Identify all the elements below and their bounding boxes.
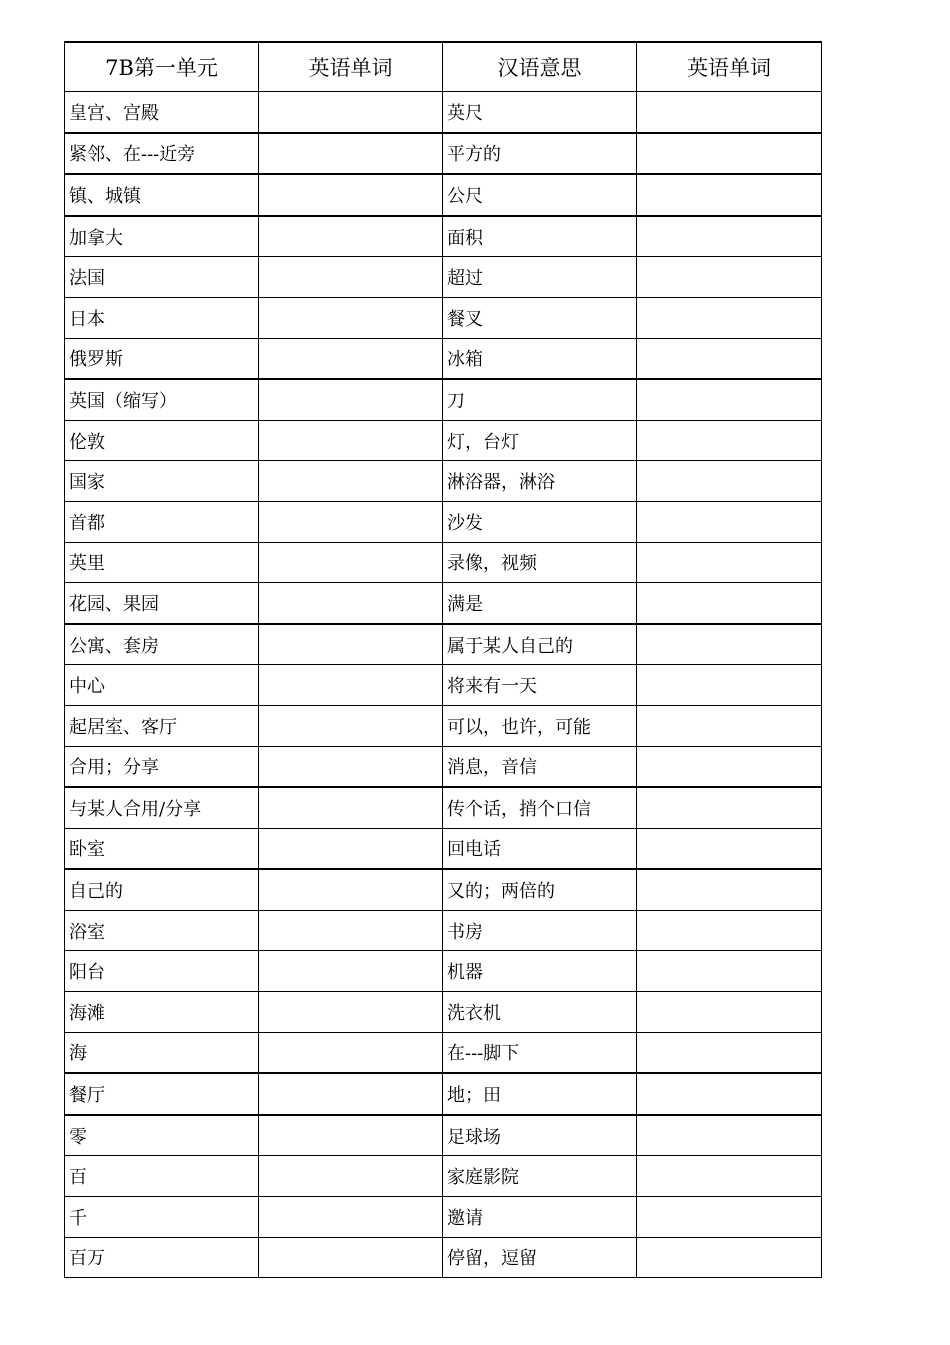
chinese-term-cell: 起居室、客厅 [65, 705, 259, 746]
english-answer-cell[interactable] [259, 828, 443, 869]
english-answer-cell[interactable] [637, 705, 822, 746]
english-answer-cell[interactable] [259, 501, 443, 542]
chinese-term-cell: 英里 [65, 542, 259, 583]
english-answer-cell[interactable] [637, 216, 822, 257]
header-english-word-1: 英语单词 [259, 42, 443, 92]
english-answer-cell[interactable] [637, 1237, 822, 1278]
chinese-term-cell: 消息，音信 [443, 746, 637, 787]
english-answer-cell[interactable] [637, 910, 822, 951]
english-answer-cell[interactable] [259, 910, 443, 951]
table-row [65, 92, 822, 133]
chinese-term-cell: 中心 [65, 665, 259, 706]
chinese-term-cell: 百 [65, 1156, 259, 1197]
table-row [65, 501, 822, 542]
chinese-term-cell: 阳台 [65, 951, 259, 992]
table-row [65, 297, 822, 338]
chinese-term-cell: 超过 [443, 257, 637, 298]
chinese-term-cell: 花园、果园 [65, 583, 259, 624]
english-answer-cell[interactable] [637, 420, 822, 461]
english-answer-cell[interactable] [259, 746, 443, 787]
chinese-term-cell: 录像，视频 [443, 542, 637, 583]
english-answer-cell[interactable] [637, 92, 822, 133]
english-answer-cell[interactable] [259, 379, 443, 420]
chinese-term-cell: 合用；分享 [65, 746, 259, 787]
english-answer-cell[interactable] [637, 379, 822, 420]
english-answer-cell[interactable] [259, 297, 443, 338]
chinese-term-cell: 在---脚下 [443, 1032, 637, 1073]
chinese-term-cell: 足球场 [443, 1115, 637, 1156]
english-answer-cell[interactable] [637, 133, 822, 175]
chinese-term-cell: 与某人合用/分享 [65, 787, 259, 828]
english-answer-cell[interactable] [259, 624, 443, 665]
table-row [65, 951, 822, 992]
table-row [65, 992, 822, 1033]
chinese-term-cell: 浴室 [65, 910, 259, 951]
chinese-term-cell: 公尺 [443, 174, 637, 216]
english-answer-cell[interactable] [637, 542, 822, 583]
chinese-term-cell: 加拿大 [65, 216, 259, 257]
english-answer-cell[interactable] [259, 92, 443, 133]
english-answer-cell[interactable] [637, 297, 822, 338]
table-body [65, 92, 822, 1278]
chinese-term-cell: 首都 [65, 501, 259, 542]
chinese-term-cell: 海滩 [65, 992, 259, 1033]
table-row [65, 828, 822, 869]
english-answer-cell[interactable] [259, 583, 443, 624]
chinese-term-cell: 地；田 [443, 1073, 637, 1115]
chinese-term-cell: 面积 [443, 216, 637, 257]
table-row [65, 1156, 822, 1197]
english-answer-cell[interactable] [259, 1073, 443, 1115]
english-answer-cell[interactable] [637, 1197, 822, 1238]
english-answer-cell[interactable] [259, 420, 443, 461]
table-row [65, 420, 822, 461]
table-row [65, 174, 822, 216]
english-answer-cell[interactable] [637, 665, 822, 706]
english-answer-cell[interactable] [259, 257, 443, 298]
chinese-term-cell: 皇宫、宫殿 [65, 92, 259, 133]
chinese-term-cell: 属于某人自己的 [443, 624, 637, 665]
english-answer-cell[interactable] [637, 624, 822, 665]
english-answer-cell[interactable] [259, 174, 443, 216]
english-answer-cell[interactable] [259, 705, 443, 746]
english-answer-cell[interactable] [259, 1156, 443, 1197]
english-answer-cell[interactable] [637, 1073, 822, 1115]
english-answer-cell[interactable] [637, 174, 822, 216]
header-unit: 7B第一单元 [65, 42, 259, 92]
english-answer-cell[interactable] [637, 828, 822, 869]
english-answer-cell[interactable] [259, 665, 443, 706]
chinese-term-cell: 国家 [65, 461, 259, 502]
table-row [65, 461, 822, 502]
table-row [65, 216, 822, 257]
chinese-term-cell: 公寓、套房 [65, 624, 259, 665]
chinese-term-cell: 紧邻、在---近旁 [65, 133, 259, 175]
table-row [65, 542, 822, 583]
chinese-term-cell: 又的；两倍的 [443, 869, 637, 910]
chinese-term-cell: 可以，也许，可能 [443, 705, 637, 746]
chinese-term-cell: 刀 [443, 379, 637, 420]
english-answer-cell[interactable] [637, 583, 822, 624]
english-answer-cell[interactable] [259, 1237, 443, 1278]
table-row [65, 257, 822, 298]
chinese-term-cell: 百万 [65, 1237, 259, 1278]
chinese-term-cell: 日本 [65, 297, 259, 338]
header-chinese-meaning: 汉语意思 [443, 42, 637, 92]
table-row [65, 133, 822, 175]
vocabulary-table [64, 41, 822, 1278]
english-answer-cell[interactable] [637, 992, 822, 1033]
chinese-term-cell: 灯，台灯 [443, 420, 637, 461]
english-answer-cell[interactable] [637, 787, 822, 828]
english-answer-cell[interactable] [259, 1032, 443, 1073]
chinese-term-cell: 千 [65, 1197, 259, 1238]
chinese-term-cell: 伦敦 [65, 420, 259, 461]
english-answer-cell[interactable] [259, 951, 443, 992]
table-row [65, 379, 822, 420]
chinese-term-cell: 餐厅 [65, 1073, 259, 1115]
table-row [65, 1197, 822, 1238]
header-row [65, 42, 822, 92]
chinese-term-cell: 镇、城镇 [65, 174, 259, 216]
chinese-term-cell: 机器 [443, 951, 637, 992]
english-answer-cell[interactable] [637, 501, 822, 542]
chinese-term-cell: 回电话 [443, 828, 637, 869]
chinese-term-cell: 平方的 [443, 133, 637, 175]
english-answer-cell[interactable] [637, 1032, 822, 1073]
table-row [65, 1073, 822, 1115]
chinese-term-cell: 停留，逗留 [443, 1237, 637, 1278]
chinese-term-cell: 餐叉 [443, 297, 637, 338]
chinese-term-cell: 冰箱 [443, 338, 637, 379]
english-answer-cell[interactable] [259, 338, 443, 379]
chinese-term-cell: 满是 [443, 583, 637, 624]
table-row [65, 665, 822, 706]
english-answer-cell[interactable] [637, 951, 822, 992]
table-row [65, 705, 822, 746]
english-answer-cell[interactable] [259, 787, 443, 828]
table-row [65, 1032, 822, 1073]
table-row [65, 1115, 822, 1156]
english-answer-cell[interactable] [259, 461, 443, 502]
chinese-term-cell: 书房 [443, 910, 637, 951]
chinese-term-cell: 英国（缩写） [65, 379, 259, 420]
chinese-term-cell: 洗衣机 [443, 992, 637, 1033]
chinese-term-cell: 海 [65, 1032, 259, 1073]
english-answer-cell[interactable] [259, 869, 443, 910]
chinese-term-cell: 沙发 [443, 501, 637, 542]
header-english-word-2: 英语单词 [637, 42, 822, 92]
table-row [65, 787, 822, 828]
chinese-term-cell: 传个话，捎个口信 [443, 787, 637, 828]
chinese-term-cell: 将来有一天 [443, 665, 637, 706]
english-answer-cell[interactable] [259, 992, 443, 1033]
chinese-term-cell: 邀请 [443, 1197, 637, 1238]
english-answer-cell[interactable] [637, 338, 822, 379]
english-answer-cell[interactable] [637, 257, 822, 298]
table-row [65, 746, 822, 787]
english-answer-cell[interactable] [637, 746, 822, 787]
table-row [65, 583, 822, 624]
table-row [65, 869, 822, 910]
chinese-term-cell: 卧室 [65, 828, 259, 869]
table-row [65, 624, 822, 665]
english-answer-cell[interactable] [637, 869, 822, 910]
english-answer-cell[interactable] [259, 1115, 443, 1156]
table-row [65, 338, 822, 379]
english-answer-cell[interactable] [259, 216, 443, 257]
table-row [65, 910, 822, 951]
table-row [65, 1237, 822, 1278]
english-answer-cell[interactable] [259, 542, 443, 583]
chinese-term-cell: 俄罗斯 [65, 338, 259, 379]
chinese-term-cell: 自己的 [65, 869, 259, 910]
english-answer-cell[interactable] [259, 133, 443, 175]
english-answer-cell[interactable] [637, 1156, 822, 1197]
chinese-term-cell: 英尺 [443, 92, 637, 133]
chinese-term-cell: 家庭影院 [443, 1156, 637, 1197]
chinese-term-cell: 法国 [65, 257, 259, 298]
english-answer-cell[interactable] [637, 461, 822, 502]
chinese-term-cell: 淋浴器，淋浴 [443, 461, 637, 502]
english-answer-cell[interactable] [259, 1197, 443, 1238]
chinese-term-cell: 零 [65, 1115, 259, 1156]
english-answer-cell[interactable] [637, 1115, 822, 1156]
